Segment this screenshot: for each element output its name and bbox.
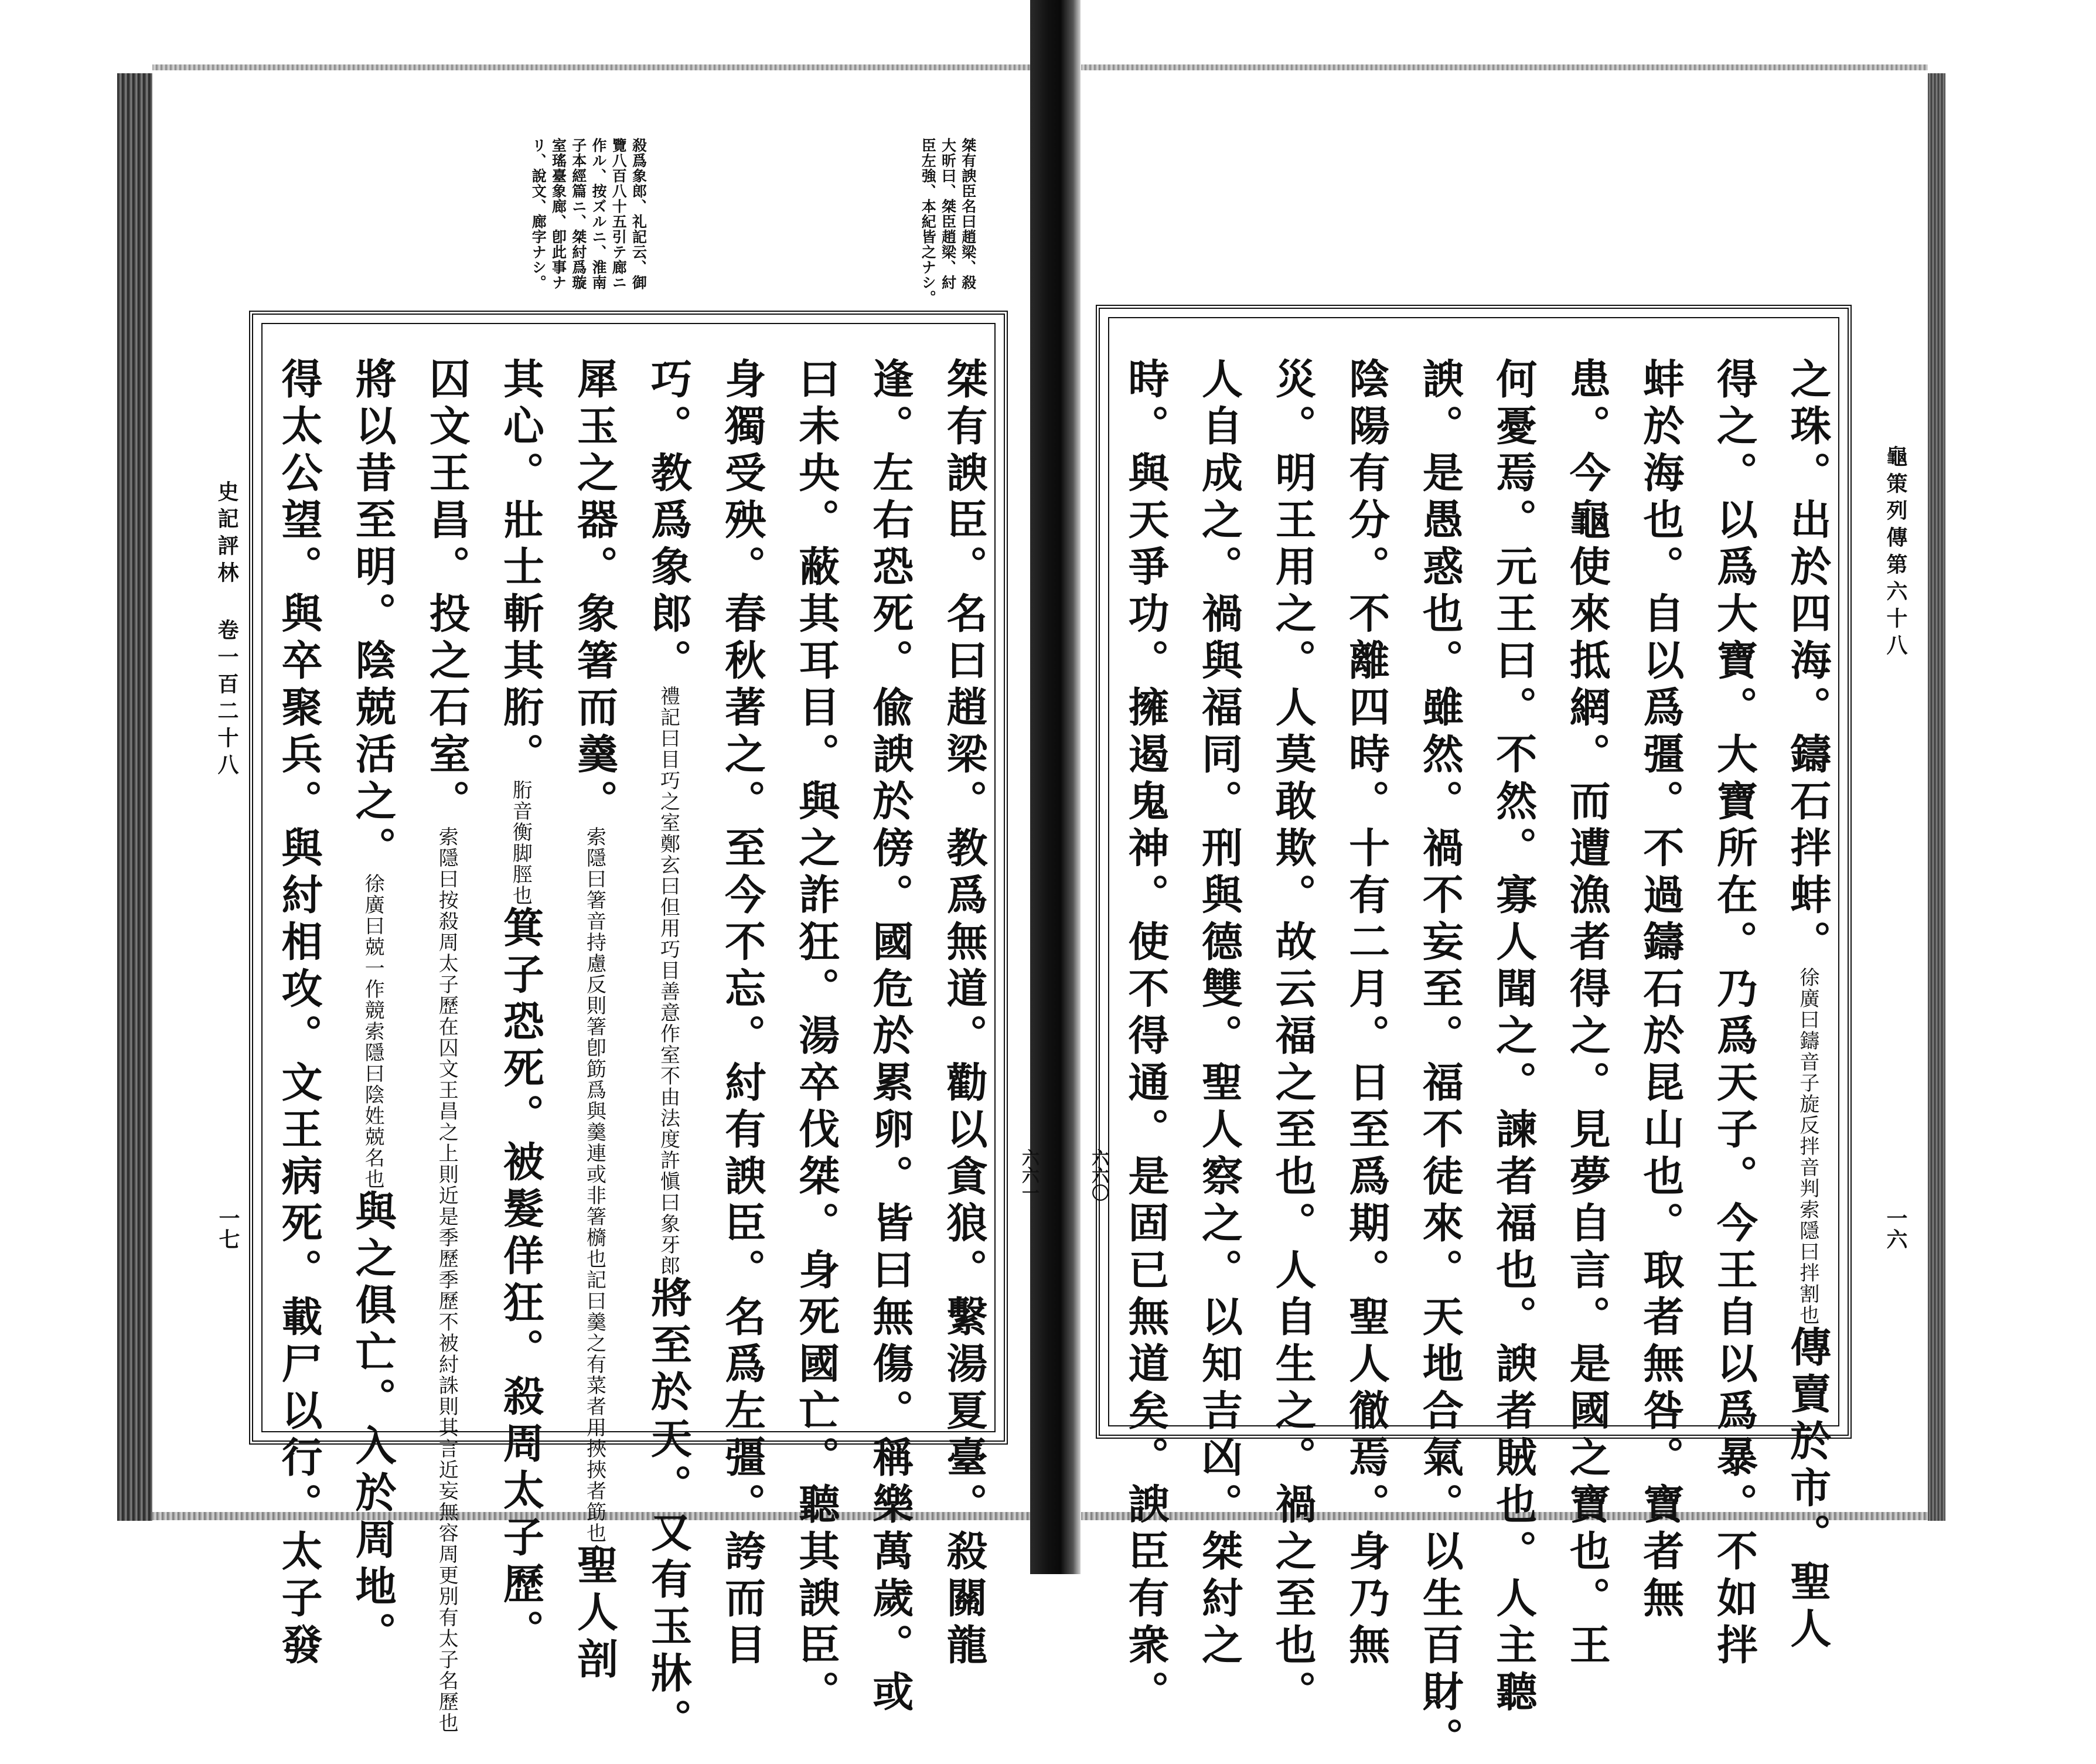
right-page-edge	[1928, 73, 1945, 1521]
inline-commentary: 徐廣曰兢一作競索隱曰陰姓兢名也	[361, 873, 385, 1190]
main-text: 將以昔至明。陰兢活之。	[349, 357, 398, 873]
main-text: 巧。教爲象郎。	[644, 357, 693, 686]
text-column	[939, 357, 989, 1670]
header-note-line: 殺爲象郎、礼記云、御	[630, 138, 647, 290]
text-column	[1195, 357, 1244, 1670]
main-text: 桀有諛臣。名曰趙梁。教爲無道。勸以貪狼。繫湯夏臺。殺關龍	[939, 357, 989, 1670]
inline-commentary: 胻音衡脚脛也	[509, 779, 533, 906]
text-column	[718, 357, 767, 1670]
text-column	[1489, 357, 1538, 1717]
main-text: 得太公望。與卒聚兵。與紂相攻。文王病死。載尸以行。太子發	[275, 357, 323, 1670]
left-page-edge	[117, 73, 152, 1521]
right-center-number: 六六〇	[1088, 1149, 1109, 1201]
inline-commentary: 禮記曰目巧之室鄭玄曰但用巧目善意作室不由法度許愼曰象牙郎	[656, 686, 680, 1276]
main-text: 身獨受殃。春秋著之。至今不忘。紂有諛臣。名爲左彊。誇而目	[718, 357, 767, 1670]
main-text: 與之俱亡。入於周地。	[349, 1190, 398, 1659]
right-page-number: 一六	[1883, 1207, 1908, 1249]
text-column	[1710, 357, 1759, 1670]
main-text: 逢。左右恐死。偸諛於傍。國危於累卵。皆曰無傷。稱樂萬歲。或	[865, 357, 915, 1717]
text-column	[644, 357, 693, 1745]
right-page-top-edge	[1081, 64, 1928, 70]
text-column	[422, 357, 472, 1734]
main-text: 傳賣於市。聖人	[1783, 1326, 1832, 1654]
text-column	[1342, 357, 1391, 1670]
text-column	[1563, 357, 1612, 1670]
header-note-line: リ、說文、廊字ナシ。	[530, 138, 547, 290]
text-column	[865, 357, 915, 1717]
inline-commentary: 索隱曰箸音持慮反則箸卽筯爲與羹連或非箸檹也記曰羹之有菜者用挾挾者筯也	[582, 826, 606, 1544]
book-spine	[1030, 0, 1081, 1574]
inline-commentary: 徐廣曰鑄音子旋反拌音判索隱曰拌割也	[1795, 967, 1819, 1326]
main-text: 蚌於海也。自以爲彊。不過鑄石於昆山也。取者無咎。寶者無	[1636, 357, 1685, 1623]
main-text: 箕子恐死。被髮佯狂。殺周太子歷。	[496, 906, 546, 1656]
text-column	[1122, 357, 1170, 1717]
header-note-line: 作ル、按ズルニ、淮南	[590, 138, 607, 290]
main-text: 犀玉之器。象箸而羹。	[570, 357, 619, 826]
main-text: 時。與天爭功。擁遏鬼神。使不得通。是固已無道矣。諛臣有衆。	[1122, 357, 1170, 1717]
right-running-title: 龜策列傳第六十八	[1883, 445, 1908, 661]
left-running-title: 史記評林 卷一百二十八	[214, 481, 239, 781]
main-text: 諛。是愚惑也。雖然。禍不妄至。福不徒來。天地合氣。以生百財。	[1416, 357, 1465, 1764]
right-main-text	[1122, 357, 1832, 1764]
text-column	[1783, 357, 1832, 1654]
text-column	[792, 357, 841, 1717]
text-column	[1636, 357, 1685, 1623]
header-note-line: 臣左強、本紀皆之ナシ。	[919, 138, 937, 305]
text-column	[1269, 357, 1318, 1717]
main-text: 人自成之。禍與福同。刑與德雙。聖人察之。以知吉凶。桀紂之	[1195, 357, 1244, 1670]
main-text: 何憂焉。元王曰。不然。寡人聞之。諫者福也。諛者賊也。人主聽	[1489, 357, 1538, 1717]
main-text: 曰未央。蔽其耳目。與之詐狂。湯卒伐桀。身死國亡。聽其諛臣。	[792, 357, 841, 1717]
left-page-top-edge	[152, 64, 1031, 70]
inline-commentary: 索隱曰按殺周太子歷在囚文王昌之上則近是季歷季歷不被紂誅則其言近妄無容周更別有太子名歷也	[435, 826, 459, 1734]
header-note-line: 大昕曰、桀臣趙梁、紂	[939, 138, 957, 290]
main-text: 患。今龜使來抵網。而遭漁者得之。見夢自言。是國之寶也。王	[1563, 357, 1612, 1670]
text-column	[1416, 357, 1465, 1764]
main-text: 災。明王用之。人莫敢欺。故云福之至也。人自生之。禍之至也。	[1269, 357, 1318, 1717]
header-note-line: 覽八百八十五引テ廊ニ	[610, 138, 628, 290]
left-main-text	[275, 357, 989, 1745]
header-note-line: 桀有諛臣名曰趙梁、殺	[959, 138, 977, 290]
text-column	[570, 357, 619, 1684]
main-text: 聖人剖	[570, 1544, 619, 1684]
header-note-line: 子本經篇ニ、桀紂爲璇	[570, 138, 587, 290]
text-column	[349, 357, 398, 1659]
main-text: 將至於天。又有玉牀。	[644, 1276, 693, 1745]
header-note-line: 室瑤臺象廊、卽此事ナ	[550, 138, 567, 290]
text-column	[496, 357, 546, 1656]
main-text: 其心。壯士斬其胻。	[496, 357, 546, 779]
left-page-number: 一七	[216, 1207, 240, 1249]
main-text: 囚文王昌。投之石室。	[422, 357, 472, 826]
left-center-number: 六六一	[1018, 1149, 1039, 1201]
text-column	[275, 357, 323, 1670]
left-header-note-left	[530, 138, 646, 290]
main-text: 得之。以爲大寶。大寶所在。乃爲天子。今王自以爲暴。不如拌	[1710, 357, 1759, 1670]
left-header-note-right	[920, 138, 976, 305]
main-text: 之珠。出於四海。鑄石拌蚌。	[1783, 357, 1832, 967]
main-text: 陰陽有分。不離四時。十有二月。日至爲期。聖人徹焉。身乃無	[1342, 357, 1391, 1670]
